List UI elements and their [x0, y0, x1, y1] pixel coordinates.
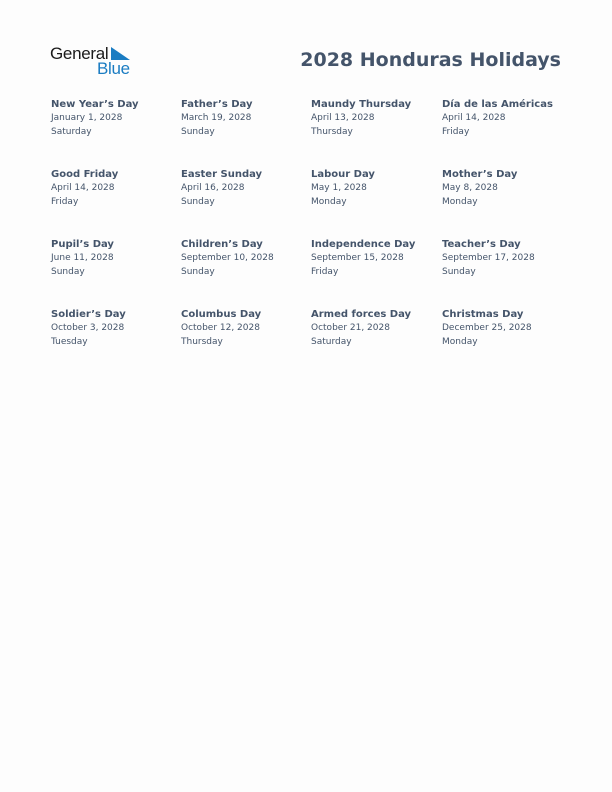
holiday-weekday: Monday	[311, 196, 347, 207]
holiday-name: Maundy Thursday	[311, 99, 412, 110]
holiday-weekday: Sunday	[181, 266, 215, 277]
holiday-name: Soldier’s Day	[51, 309, 126, 320]
holiday-weekday: Sunday	[51, 266, 85, 277]
brand-logo	[50, 44, 140, 78]
holiday-date: September 17, 2028	[442, 253, 535, 263]
holiday-item	[442, 98, 571, 168]
holiday-weekday: Thursday	[181, 336, 223, 347]
holiday-name: Mother’s Day	[442, 169, 518, 180]
holiday-item	[311, 238, 442, 308]
holiday-date: April 13, 2028	[311, 113, 375, 123]
holiday-grid	[51, 98, 571, 378]
holiday-date: May 1, 2028	[311, 183, 367, 193]
holiday-item	[181, 168, 311, 238]
holiday-weekday: Friday	[442, 126, 470, 137]
holiday-date: June 11, 2028	[51, 253, 114, 263]
holiday-date: April 14, 2028	[51, 183, 115, 193]
holiday-weekday: Sunday	[442, 266, 476, 277]
page-title: 2028 Honduras Holidays	[300, 49, 561, 71]
holiday-date: October 21, 2028	[311, 323, 390, 333]
holiday-weekday: Saturday	[311, 336, 352, 347]
holiday-date: March 19, 2028	[181, 113, 252, 123]
holiday-name: Columbus Day	[181, 309, 262, 320]
holiday-name: Christmas Day	[442, 309, 524, 320]
holiday-date: April 16, 2028	[181, 183, 245, 193]
holiday-item	[442, 308, 571, 378]
holiday-date: December 25, 2028	[442, 323, 532, 333]
holiday-item	[311, 308, 442, 378]
holiday-date: April 14, 2028	[442, 113, 506, 123]
holiday-name: Independence Day	[311, 239, 416, 250]
holiday-weekday: Sunday	[181, 196, 215, 207]
holiday-item	[181, 308, 311, 378]
holiday-weekday: Monday	[442, 196, 478, 207]
logo-text-blue: Blue	[97, 59, 130, 78]
holiday-item	[181, 98, 311, 168]
holiday-name: Teacher’s Day	[442, 239, 521, 250]
holiday-item	[442, 168, 571, 238]
holiday-date: September 10, 2028	[181, 253, 274, 263]
holiday-name: Father’s Day	[181, 99, 253, 110]
holiday-name: Pupil’s Day	[51, 239, 114, 250]
holiday-item	[51, 238, 181, 308]
holiday-item	[51, 168, 181, 238]
holiday-weekday: Friday	[51, 196, 79, 207]
holiday-name: Armed forces Day	[311, 309, 412, 320]
holiday-name: New Year’s Day	[51, 99, 139, 110]
holiday-weekday: Saturday	[51, 126, 92, 137]
holiday-item	[181, 238, 311, 308]
holiday-weekday: Friday	[311, 266, 339, 277]
holiday-date: October 12, 2028	[181, 323, 260, 333]
holiday-name: Children’s Day	[181, 239, 263, 250]
holiday-weekday: Monday	[442, 336, 478, 347]
holiday-item	[311, 168, 442, 238]
holiday-date: May 8, 2028	[442, 183, 498, 193]
holiday-item	[442, 238, 571, 308]
holiday-name: Good Friday	[51, 169, 119, 180]
holiday-name: Labour Day	[311, 169, 375, 180]
holiday-name: Día de las Américas	[442, 99, 553, 110]
logo-text-general: General	[50, 44, 109, 63]
holiday-item	[51, 98, 181, 168]
holiday-item	[51, 308, 181, 378]
holiday-date: January 1, 2028	[51, 113, 123, 123]
holiday-item	[311, 98, 442, 168]
holiday-weekday: Sunday	[181, 126, 215, 137]
holiday-weekday: Thursday	[311, 126, 353, 137]
holiday-weekday: Tuesday	[51, 336, 88, 347]
holiday-date: October 3, 2028	[51, 323, 125, 333]
holiday-date: September 15, 2028	[311, 253, 404, 263]
holiday-name: Easter Sunday	[181, 169, 263, 180]
